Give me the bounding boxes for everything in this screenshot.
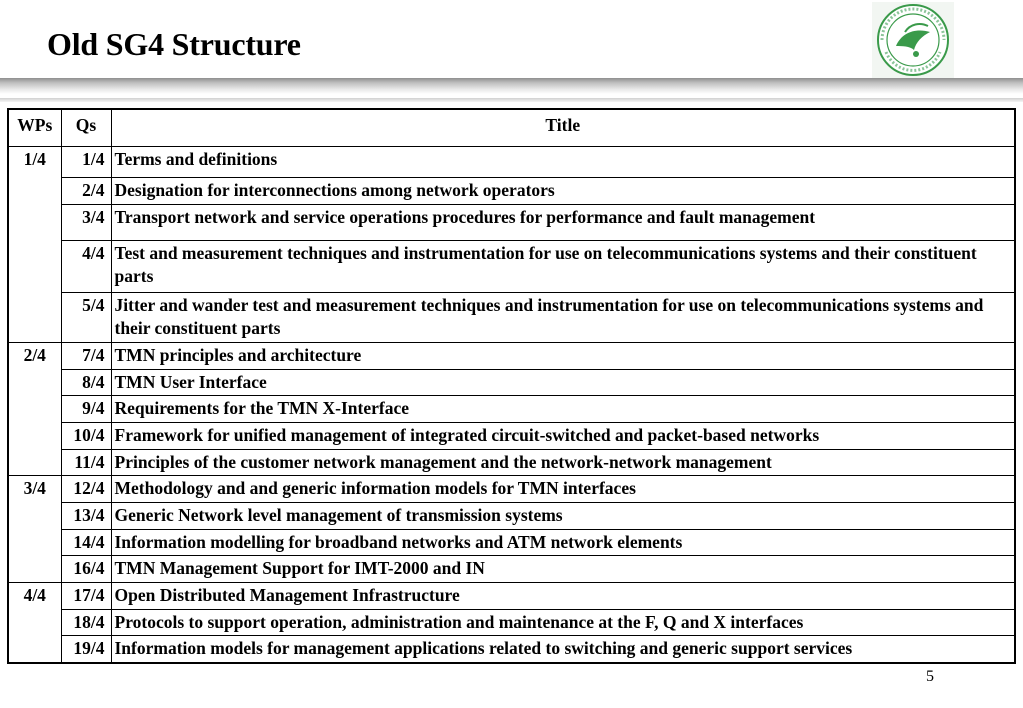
question-cell: 11/4 (61, 449, 111, 476)
title-cell: Information models for management applications related to switching and generic support services (111, 636, 1015, 663)
table-row (8, 636, 1015, 663)
table-row (8, 146, 1015, 177)
table-row (8, 204, 1015, 240)
question-cell: 14/4 (61, 529, 111, 556)
question-cell: 12/4 (61, 476, 111, 503)
header-band (0, 78, 1023, 94)
table-row (8, 582, 1015, 609)
title-cell: Terms and definitions (111, 146, 1015, 177)
question-cell: 8/4 (61, 369, 111, 396)
table-row (8, 177, 1015, 204)
question-cell: 7/4 (61, 342, 111, 369)
title-cell: Framework for unified management of integrated circuit-switched and packet-based networks (111, 422, 1015, 449)
title-cell: Jitter and wander test and measurement techniques and instrumentation for use on telecommunications systems and their constituent parts (111, 292, 1015, 342)
table-row (8, 449, 1015, 476)
table-row (8, 503, 1015, 530)
table-row (8, 422, 1015, 449)
title-cell: Designation for interconnections among network operators (111, 177, 1015, 204)
page-number: 5 (926, 668, 934, 685)
question-cell: 10/4 (61, 422, 111, 449)
title-cell: Methodology and and generic information models for TMN interfaces (111, 476, 1015, 503)
table-row (8, 476, 1015, 503)
wp-cell: 1/4 (8, 146, 61, 342)
table-row (8, 369, 1015, 396)
wp-cell: 2/4 (8, 342, 61, 476)
title-cell: Open Distributed Management Infrastructure (111, 582, 1015, 609)
slide-title: Old SG4 Structure (47, 26, 301, 62)
question-cell: 13/4 (61, 503, 111, 530)
question-cell: 1/4 (61, 146, 111, 177)
title-cell: Transport network and service operations procedures for performance and fault management (111, 204, 1015, 240)
header-wps: WPs (8, 109, 61, 146)
question-cell: 5/4 (61, 292, 111, 342)
header-divider (0, 98, 1023, 102)
title-cell: Principles of the customer network management and the network-network management (111, 449, 1015, 476)
table-row (8, 292, 1015, 342)
table-body (8, 146, 1015, 663)
university-seal-logo (872, 2, 954, 78)
question-cell: 16/4 (61, 556, 111, 583)
header-qs: Qs (61, 109, 111, 146)
wp-cell: 3/4 (8, 476, 61, 583)
table-row (8, 240, 1015, 292)
header-title: Title (111, 109, 1015, 146)
question-cell: 9/4 (61, 396, 111, 423)
title-cell: Protocols to support operation, administration and maintenance at the F, Q and X interfaces (111, 609, 1015, 636)
question-cell: 2/4 (61, 177, 111, 204)
title-cell: Information modelling for broadband networks and ATM network elements (111, 529, 1015, 556)
question-cell: 17/4 (61, 582, 111, 609)
question-cell: 3/4 (61, 204, 111, 240)
title-cell: TMN User Interface (111, 369, 1015, 396)
question-cell: 18/4 (61, 609, 111, 636)
table-row (8, 396, 1015, 423)
table-row (8, 529, 1015, 556)
table-row (8, 342, 1015, 369)
wp-cell: 4/4 (8, 582, 61, 662)
title-cell: TMN principles and architecture (111, 342, 1015, 369)
sg4-structure-table (7, 108, 1016, 664)
title-cell: TMN Management Support for IMT-2000 and IN (111, 556, 1015, 583)
question-cell: 4/4 (61, 240, 111, 292)
title-cell: Requirements for the TMN X-Interface (111, 396, 1015, 423)
table-row (8, 556, 1015, 583)
table-header-row (8, 109, 1015, 146)
table-row (8, 609, 1015, 636)
question-cell: 19/4 (61, 636, 111, 663)
title-cell: Generic Network level management of transmission systems (111, 503, 1015, 530)
title-cell: Test and measurement techniques and instrumentation for use on telecommunications systems and their constituent parts (111, 240, 1015, 292)
